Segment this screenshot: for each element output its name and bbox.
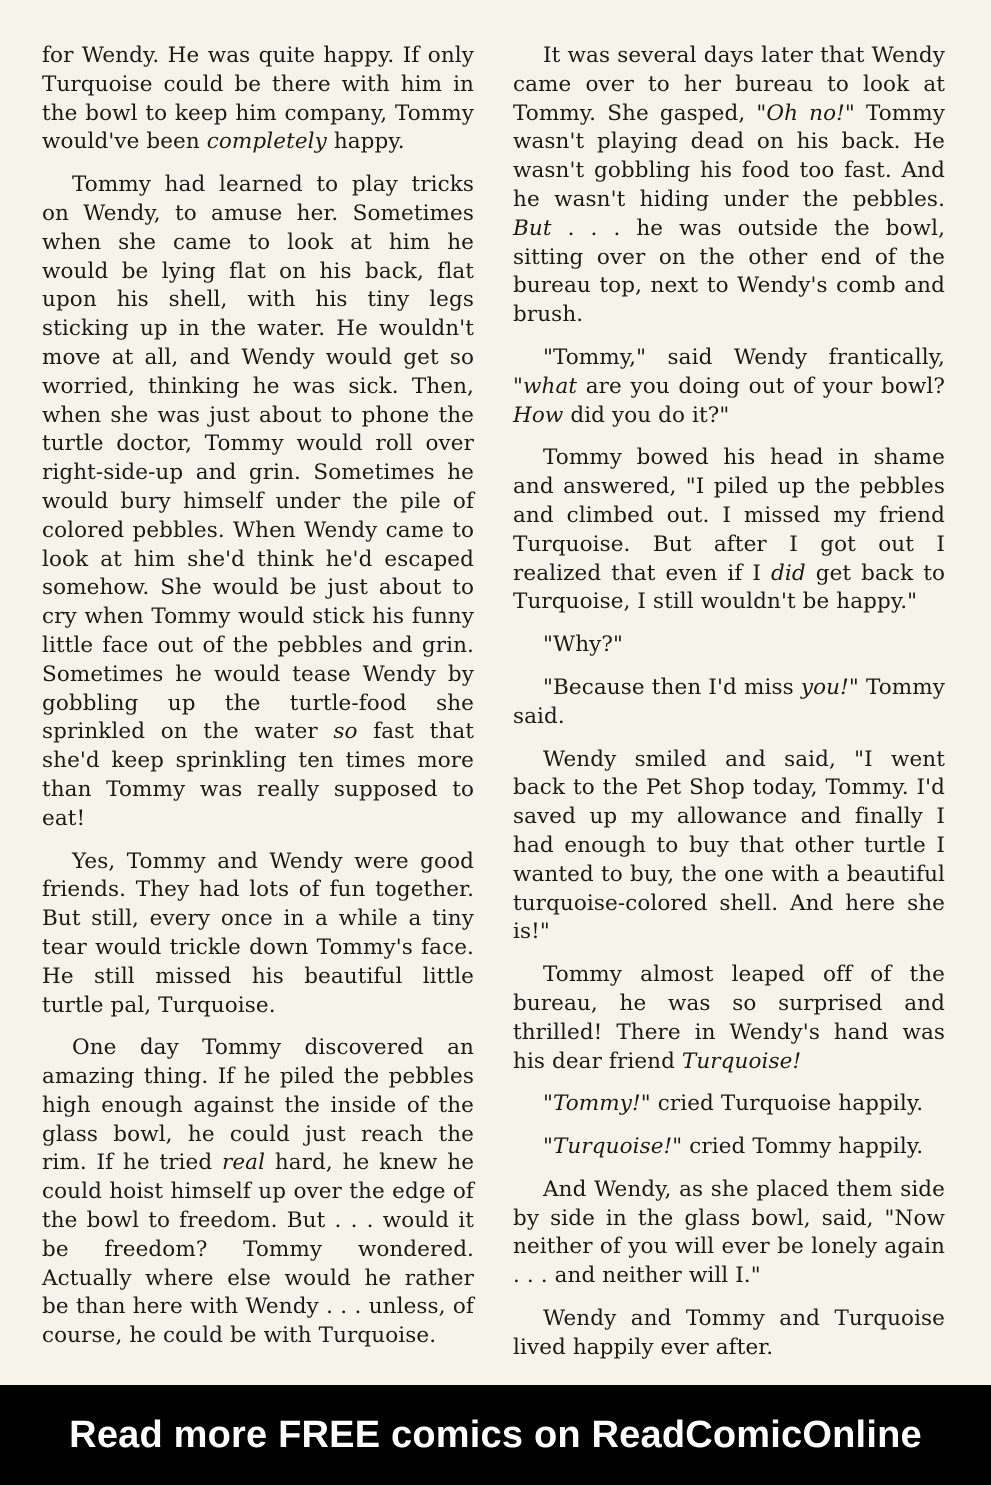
emphasis-text: How bbox=[513, 402, 564, 428]
text-run: "Tommy," said Wendy frantically, " bbox=[513, 344, 945, 399]
text-run: Wendy and Tommy and Turquoise lived happily ever after. bbox=[513, 1306, 945, 1360]
emphasis-text: "Tommy!" bbox=[543, 1091, 651, 1117]
text-run: are you doing out of your bowl? bbox=[585, 373, 945, 399]
text-run: "Why?" bbox=[543, 632, 623, 658]
paragraph bbox=[513, 1305, 945, 1363]
left-text-column bbox=[42, 42, 474, 1365]
text-run: Wendy smiled and said, "I went back to the Pet Shop today, Tommy. I'd saved up my allowance and finally I had enough to buy that other turtle I wanted to buy, the one with a beautiful turquoise-colored shell. And here she is!" bbox=[513, 746, 945, 945]
text-run: did you do it?" bbox=[570, 402, 730, 428]
text-run: hard, he knew he could hoist himself up over the edge of the bowl to freedom. But . . . would it be freedom? Tommy wondered. Actually where else would he rather be than here with Wendy . . . unless, of course, he could be with Turquoise. bbox=[42, 1150, 475, 1349]
promo-banner-text[interactable]: Read more FREE comics on ReadComicOnline bbox=[69, 1413, 922, 1456]
text-run: Yes, Tommy and Wendy were good friends. They had lots of fun together. But still, every once in a while a tiny tear would trickle down Tommy's face. He still missed his beautiful little turtle pal, Turquoise. bbox=[42, 848, 474, 1018]
paragraph bbox=[513, 746, 945, 948]
paragraph bbox=[513, 1176, 945, 1291]
text-run: cried Tommy happily. bbox=[689, 1134, 924, 1160]
text-run: cried Turquoise happily. bbox=[657, 1091, 924, 1117]
text-run: One day Tommy discovered an amazing thing. If he piled the pebbles high enough against the inside of the glass bowl, he could just reach the rim. If he tried bbox=[42, 1035, 474, 1176]
emphasis-text: completely bbox=[206, 129, 327, 155]
emphasis-text: you! bbox=[800, 674, 849, 700]
text-run: get back to Turquoise, I still wouldn't be happy." bbox=[513, 560, 946, 615]
paragraph bbox=[42, 848, 474, 1021]
paragraph bbox=[513, 344, 945, 430]
text-run: It was several days later that Wendy came over to her bureau to look at Tommy. She gasped, bbox=[513, 43, 945, 126]
promo-banner[interactable] bbox=[0, 1385, 991, 1485]
text-run: Tommy wasn't playing dead on his back. He wasn't gobbling his food too fast. And he wasn't hiding under the pebbles. bbox=[513, 100, 946, 212]
paragraph bbox=[513, 1090, 945, 1119]
paragraph bbox=[42, 42, 474, 157]
emphasis-text: "Turquoise!" bbox=[543, 1134, 683, 1160]
text-run: . . . he was outside the bowl, sitting over on the other end of the bureau top, next to Wendy's comb and brush. bbox=[513, 215, 946, 328]
emphasis-text: But bbox=[513, 215, 552, 241]
paragraph bbox=[513, 1133, 945, 1162]
emphasis-text: so bbox=[333, 719, 358, 745]
paragraph bbox=[513, 674, 945, 732]
emphasis-text: did bbox=[771, 560, 806, 586]
paragraph bbox=[513, 961, 945, 1076]
text-run: Tommy almost leaped off of the bureau, he was so surprised and thrilled! There in Wendy's hand was his dear friend bbox=[513, 962, 945, 1074]
text-run: happy. bbox=[333, 129, 405, 155]
text-run: fast that she'd keep sprinkling ten times more than Tommy was really supposed to eat! bbox=[42, 719, 474, 831]
emphasis-text: "Oh no!" bbox=[756, 100, 855, 126]
emphasis-text: real bbox=[221, 1150, 266, 1176]
right-text-column bbox=[513, 42, 945, 1377]
text-run: "Because then I'd miss bbox=[543, 674, 794, 700]
paragraph bbox=[513, 631, 945, 660]
text-run: for Wendy. He was quite happy. If only Turquoise could be there with him in the bowl to keep him company, Tommy would've been bbox=[42, 43, 474, 155]
paragraph bbox=[42, 1034, 474, 1351]
text-run: Tommy had learned to play tricks on Wendy, to amuse her. Sometimes when she came to look at him he would be lying flat on his back, flat upon his shell, with his tiny legs sticking up in the water. He wouldn't move at all, and Wendy would get so worried, thinking he was sick. Then, when she was just about to phone the turtle doctor, Tommy would roll over right-side-up and grin. Sometimes he would bury himself under the pile of colored pebbles. When Wendy came to look at him she'd think he'd escaped somehow. She would be just about to cry when Tommy would stick his funny little face out of the pebbles and grin. Sometimes he would tease Wendy by gobbling up the turtle-food she sprinkled on the water bbox=[42, 172, 474, 745]
paragraph bbox=[513, 444, 945, 617]
paragraph bbox=[42, 171, 474, 833]
text-run: And Wendy, as she placed them side by side in the glass bowl, said, "Now neither of you will ever be lonely again . . . and neither will I." bbox=[513, 1176, 945, 1289]
text-run: " Tommy said. bbox=[513, 674, 945, 729]
text-run: Tommy bowed his head in shame and answered, "I piled up the pebbles and climbed out. I missed my friend Turquoise. But after I got out I realized that even if I bbox=[513, 445, 945, 586]
emphasis-text: what bbox=[523, 373, 578, 399]
paragraph bbox=[513, 42, 945, 330]
emphasis-text: Turquoise! bbox=[681, 1048, 802, 1074]
